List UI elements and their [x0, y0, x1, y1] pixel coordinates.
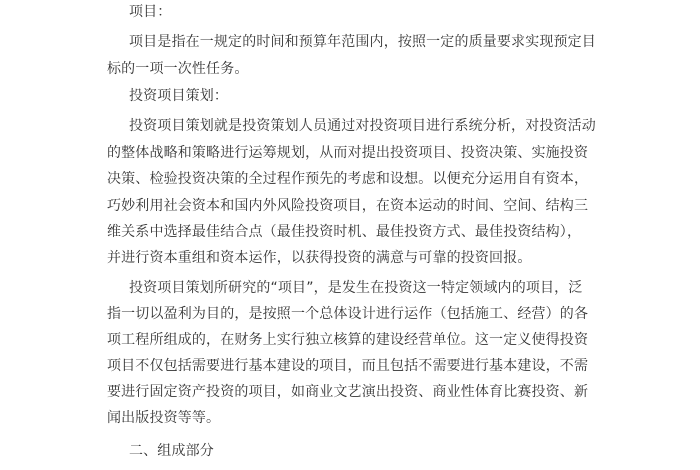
heading-project: 项目： — [129, 4, 172, 20]
paragraph-line: 投资项目策划所研究的“项目”，是发生在投资这一特定领域内的项目，泛 — [129, 280, 583, 296]
paragraph-line: 项工程所组成的，在财务上实行独立核算的建设经营单位。这一定义使得投资 — [107, 332, 589, 348]
paragraph-line: 标的一项一次性任务。 — [107, 61, 249, 77]
paragraph-line: 闻出版投资等等。 — [107, 410, 221, 426]
paragraph-line: 维关系中选择最佳结合点（最佳投资时机、最佳投资方式、最佳投资结构）， — [107, 224, 582, 240]
paragraph-line: 投资项目策划就是投资策划人员通过对投资项目进行系统分析，对投资活动 — [129, 118, 596, 134]
section-heading-components: 二、组成部分 — [129, 443, 214, 459]
paragraph-line: 要进行固定资产投资的项目，如商业文艺演出投资、商业性体育比赛投资、新 — [107, 384, 589, 400]
paragraph-line: 的整体战略和策略进行运筹规划，从而对提出投资项目、投资决策、实施投资 — [107, 145, 589, 161]
paragraph-line: 项目不仅包括需要进行基本建设的项目，而且包括不需要进行基本建设，不需 — [107, 358, 589, 374]
paragraph-line: 指一切以盈利为目的，是按照一个总体设计进行运作（包括施工、经营）的各 — [107, 306, 589, 322]
heading-investment-planning: 投资项目策划： — [129, 88, 229, 104]
paragraph-line: 项目是指在一规定的时间和预算年范围内，按照一定的质量要求实现预定目 — [129, 34, 596, 50]
paragraph-line: 巧妙利用社会资本和国内外风险投资项目，在资本运动的时间、空间、结构三 — [107, 198, 589, 214]
paragraph-line: 并进行资本重组和资本运作，以获得投资的满意与可靠的投资回报。 — [107, 250, 532, 266]
paragraph-line: 决策、检验投资决策的全过程作预先的考虑和设想。以便充分运用自有资本， — [107, 171, 589, 187]
